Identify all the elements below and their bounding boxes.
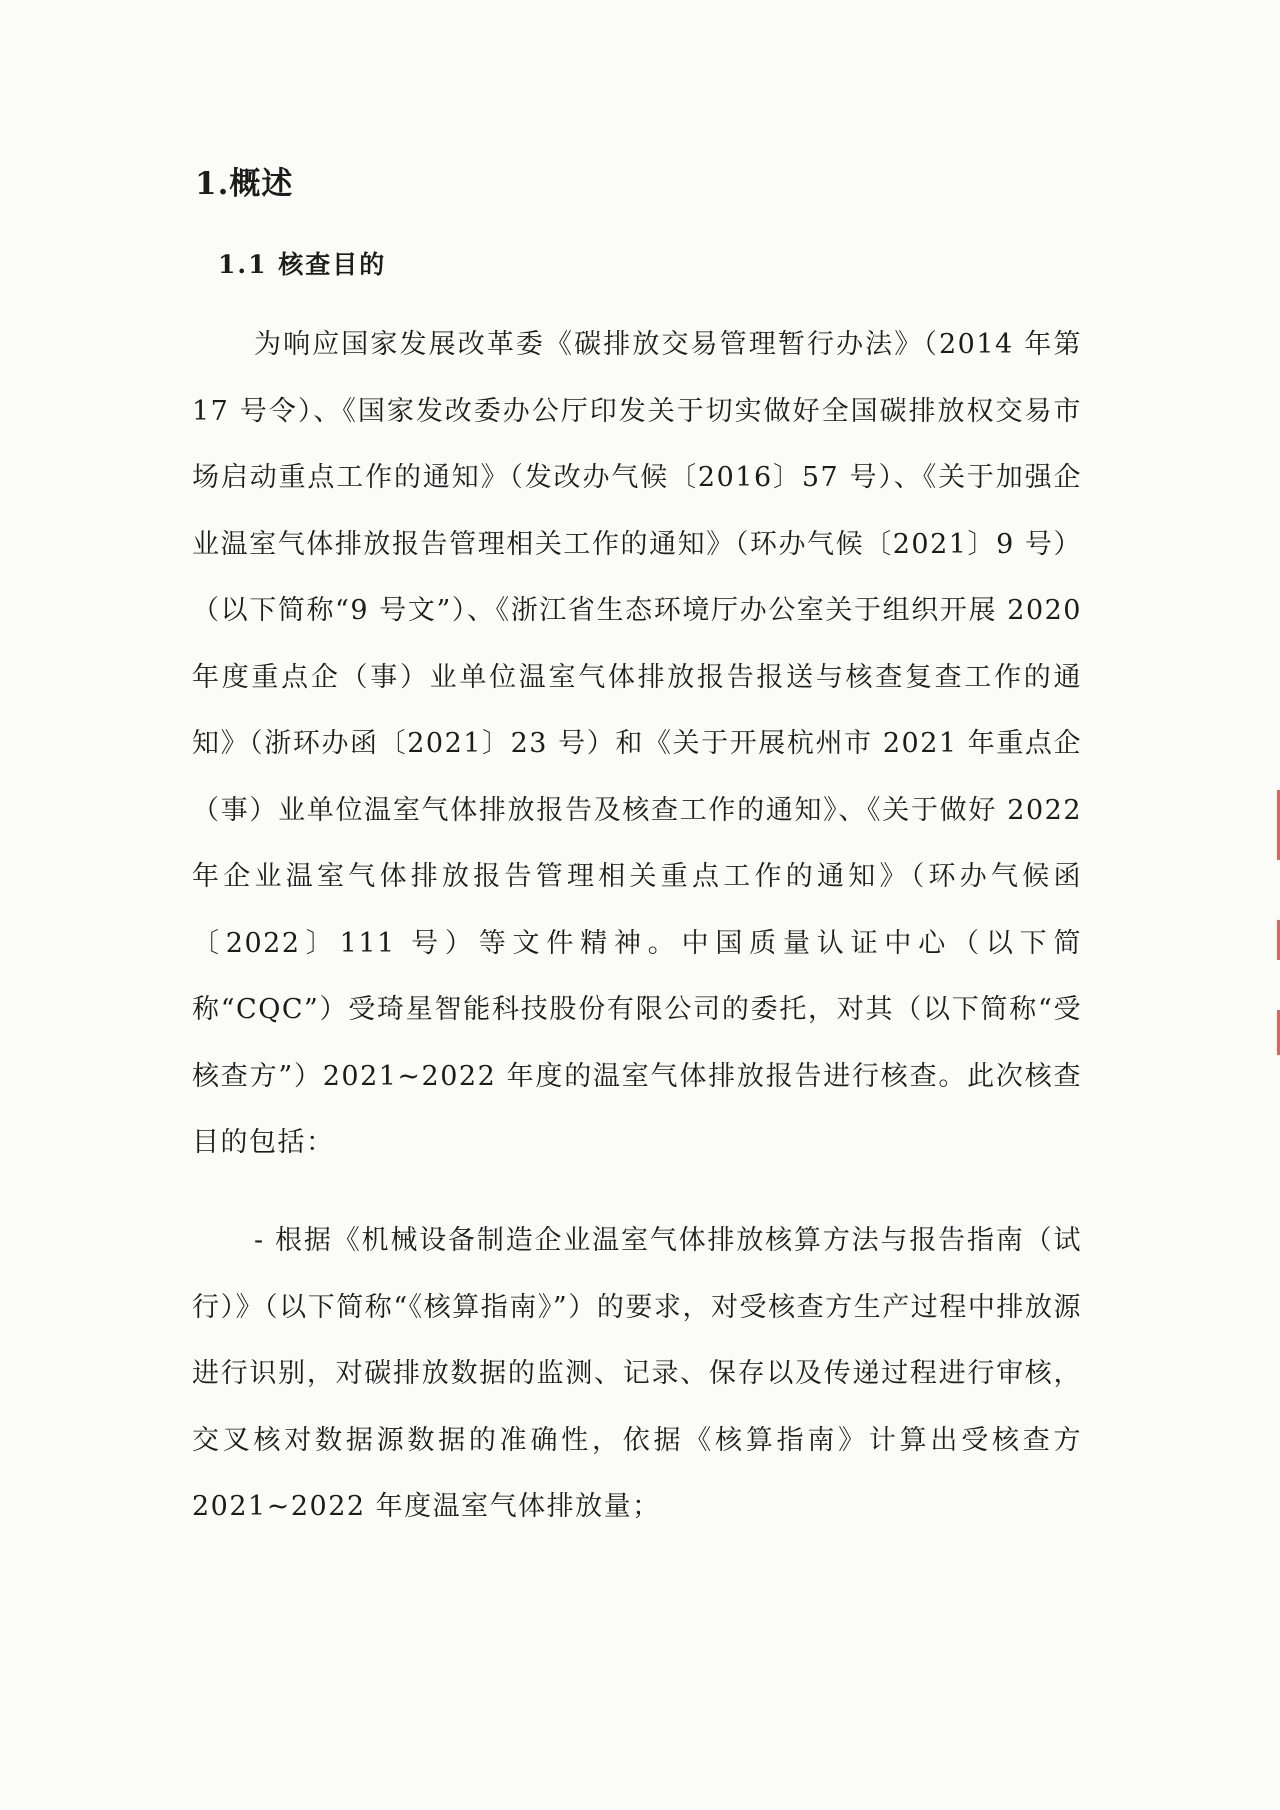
- objective-item-paragraph: - 根据《机械设备制造企业温室气体排放核算方法与报告指南（试行）》（以下简称“《核算指南》”）的要求，对受核查方生产过程中排放源进行识别，对碳排放数据的监测、记录、保存以及传递过程进行审核，交叉核对数据源数据的准确性，依据《核算指南》计算出受核查方 2021~2022 年度温室气体排放量；: [192, 1225, 1082, 1522]
- section-heading: 1.概述: [195, 166, 294, 202]
- intro-paragraph: 为响应国家发展改革委《碳排放交易管理暂行办法》（2014 年第 17 号令）、《国家发改委办公厅印发关于切实做好全国碳排放权交易市场启动重点工作的通知》（发改办气候〔2016〕57 号）、《关于加强企业温室气体排放报告管理相关工作的通知》（环办气候〔2021〕9 号）（以下简称“9 号文”）、《浙江省生态环境厅办公室关于组织开展 2020 年度重点企（事）业单位温室气体排放报告报送与核查复查工作的通知》（浙环办函〔2021〕23 号）和《关于开展杭州市 2021 年重点企（事）业单位温室气体排放报告及核查工作的通知》、《关于做好 2022 年企业温室气体排放报告管理相关重点工作的通知》（环办气候函〔2022〕111 号）等文件精神。中国质量认证中心（以下简称“CQC”）受琦星智能科技股份有限公司的委托，对其（以下简称“受核查方”）2021~2022 年度的温室气体排放报告进行核查。此次核查目的包括：: [192, 329, 1082, 1158]
- subsection-heading: 1.1 核查目的: [218, 250, 387, 279]
